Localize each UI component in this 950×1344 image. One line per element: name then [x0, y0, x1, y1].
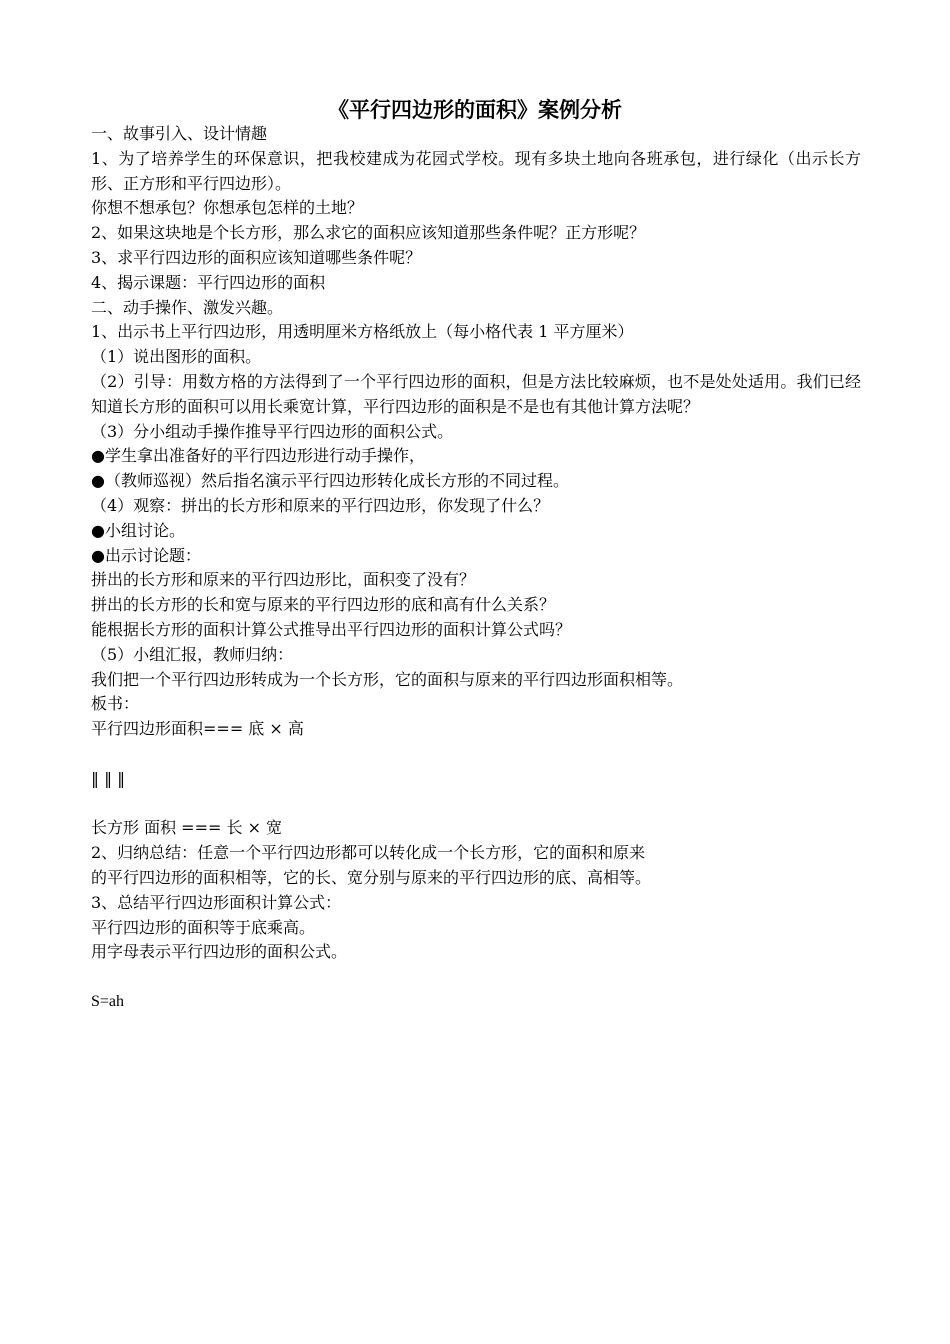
paragraph-line: 3、总结平行四边形面积计算公式： — [91, 892, 342, 912]
section-heading-2: 二、动手操作、激发兴趣。 — [91, 297, 284, 317]
bullet-line: ●（教师巡视）然后指名演示平行四边形转化成长方形的不同过程。 — [91, 471, 569, 491]
paragraph-line: 1、出示书上平行四边形，用透明厘米方格纸放上（每小格代表 1 平方厘米） — [91, 322, 634, 342]
paragraph-line: 的平行四边形的面积相等，它的长、宽分别与原来的平行四边形的底、高相等。 — [91, 867, 652, 887]
formula-equal-bars: ‖ ‖ ‖ — [91, 768, 126, 788]
bullet-line: ●小组讨论。 — [91, 520, 185, 540]
page-title: 《平行四边形的面积》案例分析 — [328, 97, 622, 122]
paragraph-line: （1）说出图形的面积。 — [91, 347, 262, 367]
paragraph-line: 能根据长方形的面积计算公式推导出平行四边形的面积计算公式吗？ — [91, 619, 572, 639]
paragraph-line: 3、求平行四边形的面积应该知道哪些条件呢？ — [91, 247, 422, 267]
paragraph-line: 板书： — [91, 694, 140, 714]
paragraph-line: （3）分小组动手操作推导平行四边形的面积公式。 — [91, 421, 454, 441]
blank-line — [91, 965, 861, 990]
formula-parallelogram: 平行四边形面积=== 底 × 高 — [91, 719, 304, 739]
paragraph-line: 拼出的长方形的长和宽与原来的平行四边形的底和高有什么关系？ — [91, 595, 556, 615]
paragraph-line: 2、归纳总结：任意一个平行四边形都可以转化成一个长方形，它的面积和原来 — [91, 843, 646, 863]
paragraph-line: 1、为了培养学生的环保意识，把我校建成为花园式学校。现有多块土地向各班承包，进行绿化（出示长方形、正方形和平行四边形）。 — [91, 148, 861, 193]
bullet-line: ●学生拿出准备好的平行四边形进行动手操作， — [91, 446, 425, 466]
paragraph-line: （2）引导：用数方格的方法得到了一个平行四边形的面积，但是方法比较麻烦，也不是处处适用。我们已经知道长方形的面积可以用长乘宽计算，平行四边形的面积是不是也有其他计算方法呢？ — [91, 371, 861, 416]
paragraph-line: （4）观察：拼出的长方形和原来的平行四边形，你发现了什么？ — [91, 495, 550, 515]
formula-s-equals-ah: S=ah — [91, 992, 125, 1010]
blank-line — [91, 792, 861, 817]
paragraph-line: 平行四边形的面积等于底乘高。 — [91, 917, 316, 937]
paragraph-line: （5）小组汇报，教师归纳： — [91, 644, 294, 664]
bullet-line: ●出示讨论题： — [91, 545, 201, 565]
paragraph-line: 我们把一个平行四边形转成为一个长方形，它的面积与原来的平行四边形面积相等。 — [91, 669, 684, 689]
paragraph-line: 你想不想承包？你想承包怎样的土地？ — [91, 198, 364, 218]
document-body — [91, 122, 861, 1015]
paragraph-line: 2、如果这块地是个长方形，那么求它的面积应该知道那些条件呢？正方形呢？ — [91, 223, 646, 243]
blank-line — [91, 742, 861, 767]
paragraph-line: 用字母表示平行四边形的面积公式。 — [91, 942, 348, 962]
section-heading-1: 一、故事引入、设计情趣 — [91, 124, 268, 143]
paragraph-line: 拼出的长方形和原来的平行四边形比，面积变了没有？ — [91, 570, 476, 590]
paragraph-line: 4、揭示课题：平行四边形的面积 — [91, 272, 326, 292]
formula-rectangle: 长方形 面积 === 长 × 宽 — [91, 818, 283, 838]
